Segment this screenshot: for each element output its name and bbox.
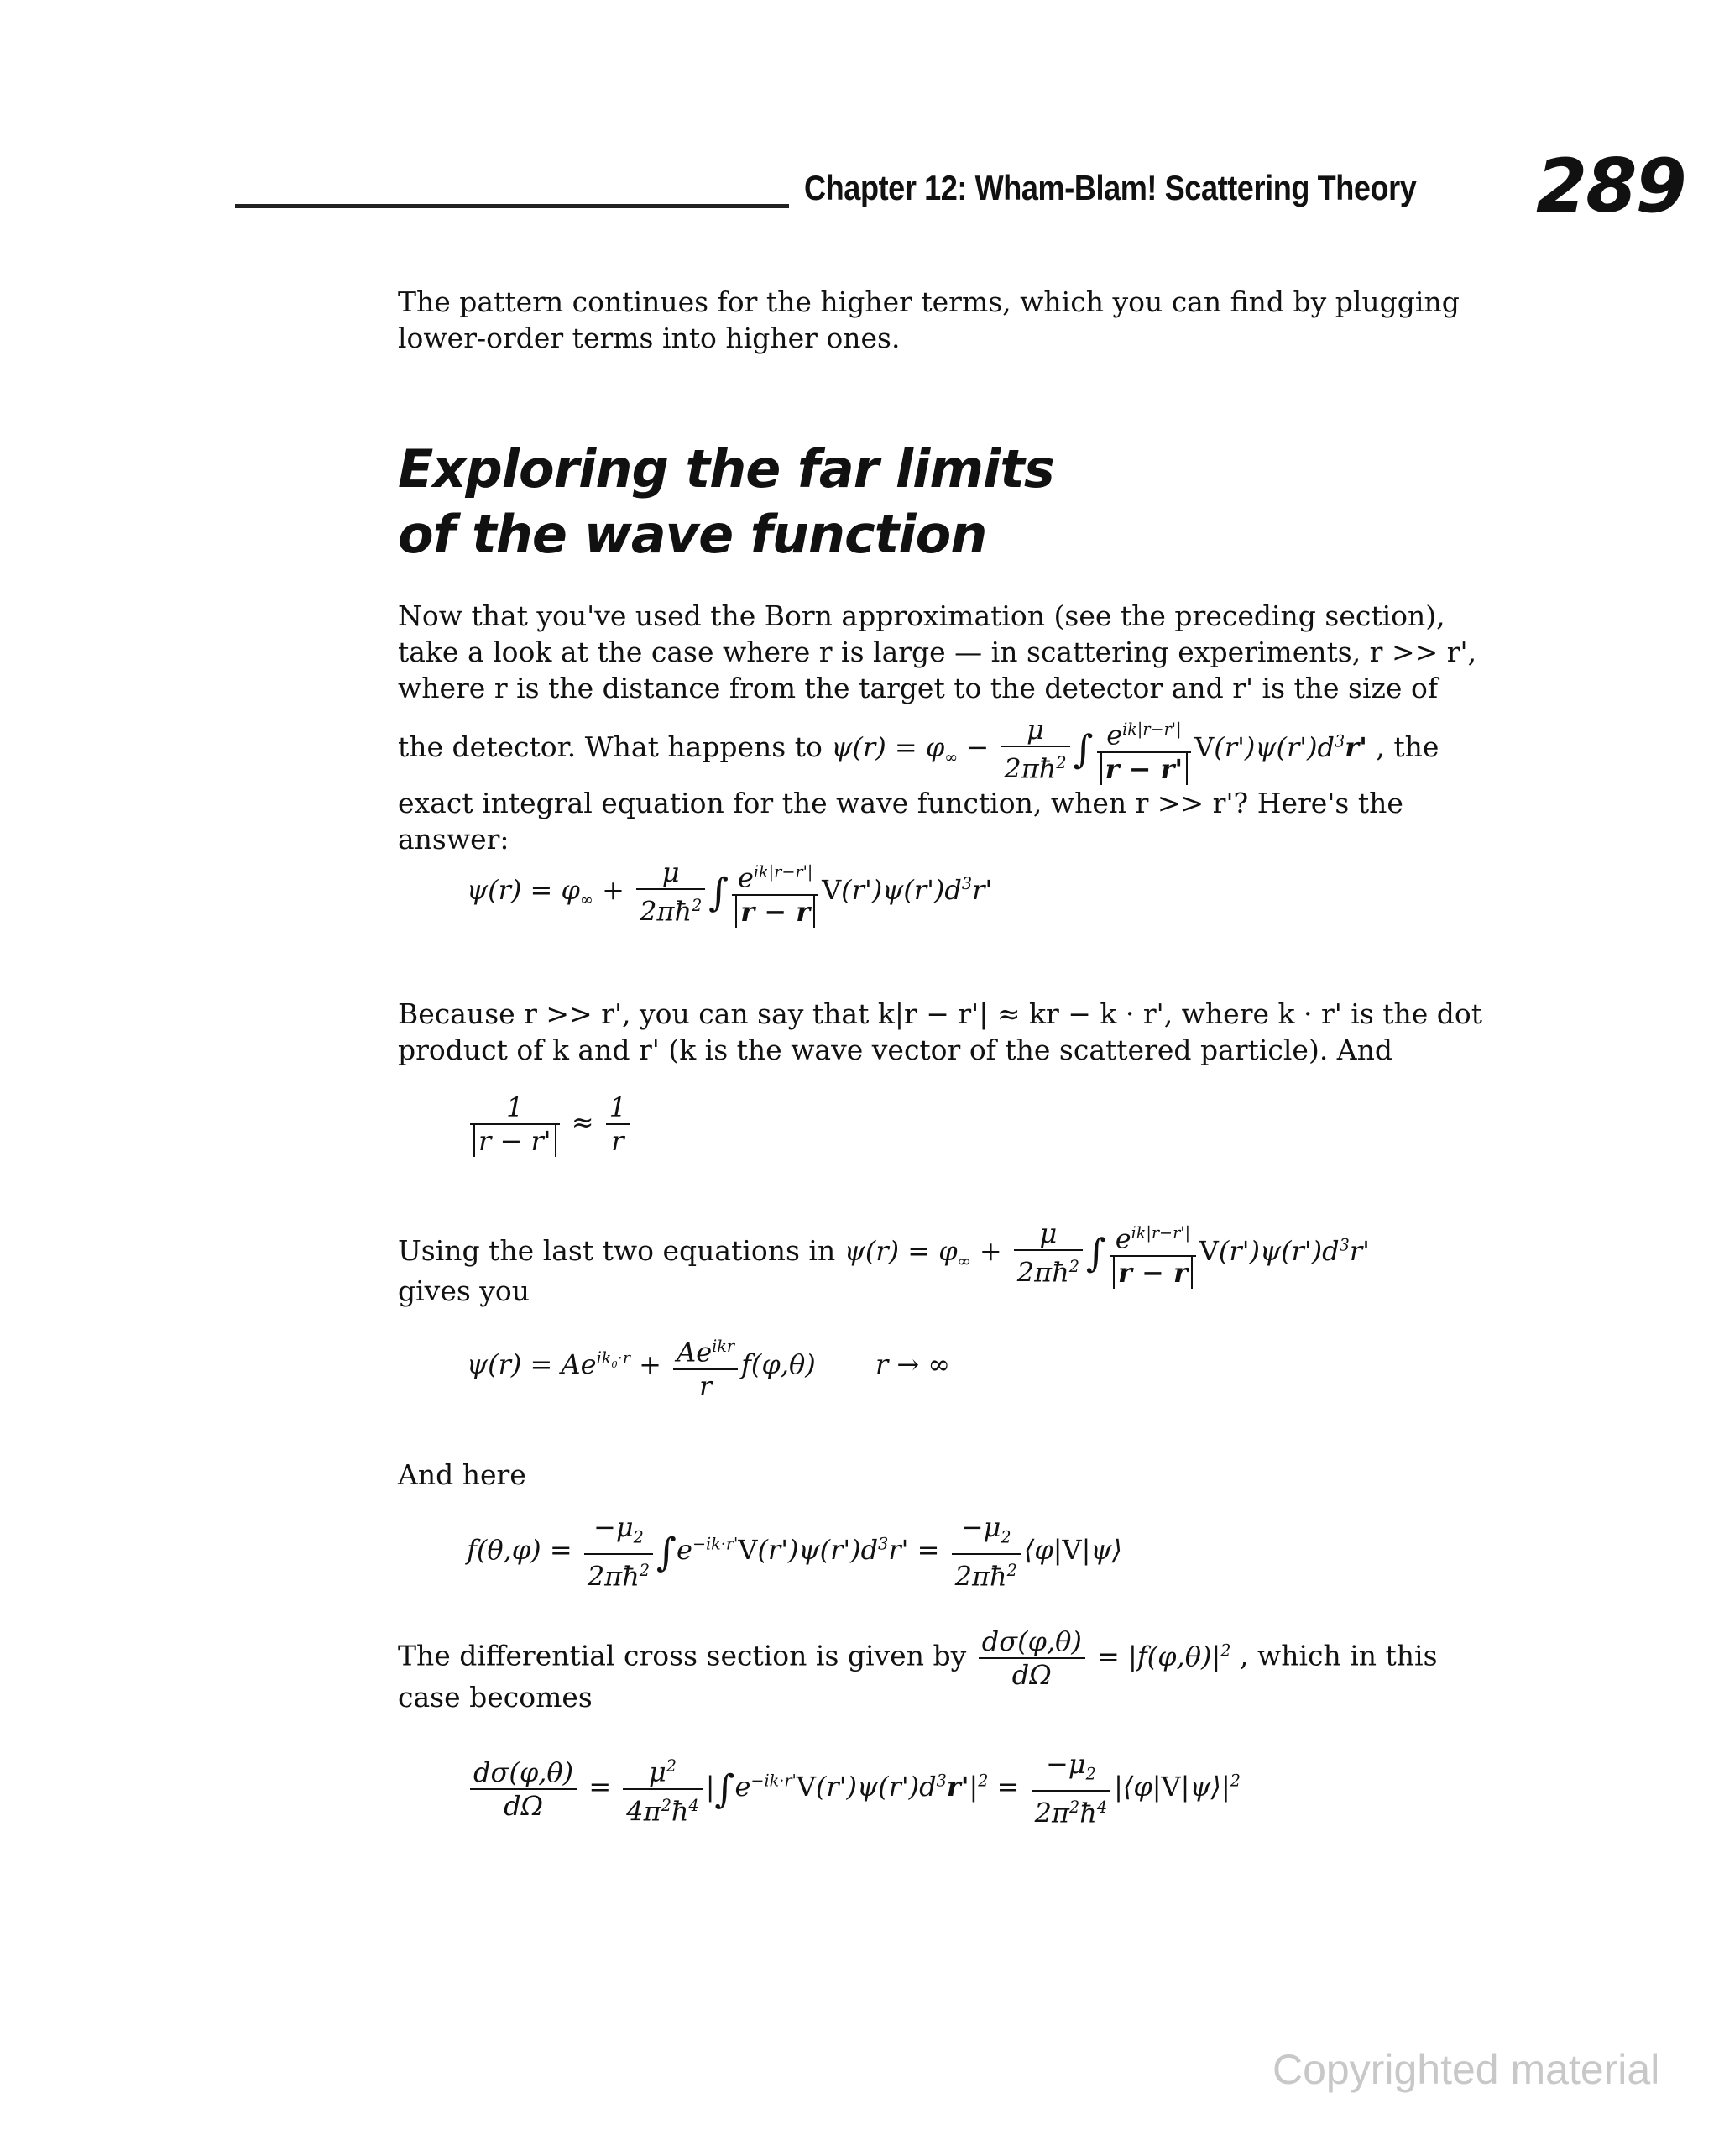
section-title-line2: of the wave function [398, 504, 987, 565]
intro-paragraph: The pattern continues for the higher terms, which you can find by plugging lower-order terms into higher ones. [398, 285, 1460, 354]
paragraph-1-line4-post: , the [1376, 730, 1439, 763]
equation-cross-section: $\frac{d\sigma(\varphi,\theta)}{d\Omega}$ = $\frac{\mu^2}{4\pi^2ħ^4}$ $|\int e^{-ik\cdot r'}V(r')\psi(r')d^3r'|^2$ = $\frac{-\mu_2}{2\pi^2ħ^4}$ $|⟨\varphi|V|\psi⟩|^2$ [467, 1748, 1241, 1829]
header-rule [235, 204, 789, 208]
paragraph-2-line2: product of k and r' (k is the wave vector of the scattered particle). And [398, 1034, 1393, 1066]
paragraph-3-line2: gives you [398, 1274, 530, 1307]
paragraph-3-line1: Using the last two equations in [398, 1233, 836, 1267]
equation-scattering-amplitude: f(θ,φ) = $\frac{-\mu_2}{2\pi ħ^2}$ $\int e^{-ik\cdot r'}V(r')\psi(r')d^3r'$ = $\frac{-\mu_2}{2\pi ħ^2}$ ⟨φ|V|ψ⟩ [467, 1511, 1122, 1593]
paragraph-1-line4 [398, 714, 1506, 785]
paragraph-5-line1-pre: The differential cross section is given by [398, 1639, 967, 1672]
paragraph-2 [398, 996, 1506, 1068]
paragraph-5-line2: case becomes [398, 1681, 593, 1714]
inline-integral-equation-2: $\psi(r) = \varphi_\infty$ + $\frac{\mu}{2\pi ħ^2}$ ∫ $\frac{e^{ik|r-r'|}}{r - r}$ $V(r')\psi(r')d^3r'$ [844, 1217, 1370, 1289]
page-number: 289 [1536, 143, 1685, 229]
inline-integral-equation: $\psi(r) = \varphi_\infty$ − $\frac{\mu}{2\pi ħ^2}$ ∫ $\frac{e^{ik|r-r'|}}{r - r'}$ $V(r')\psi(r')d^3r'$ [831, 714, 1367, 785]
equation-approx: $\frac{1}{r - r'}$ ≈ $\frac{1}{r}$ [467, 1091, 633, 1157]
section-title-line1: Exploring the far limits [398, 438, 1054, 500]
paragraph-1 [398, 598, 1506, 706]
paragraph-2-line1: Because r >> r', you can say that k|r − r'| ≈ kr − k · r', where k · r' is the dot [398, 997, 1483, 1030]
equation-asymptotic: $\psi(r) = Ae^{ik_0\cdot r}$ + $\frac{Ae^{ikr}}{r}$ f(φ,θ) r → ∞ [467, 1331, 950, 1402]
inline-cross-section: $\frac{d\sigma(\varphi,\theta)}{d\Omega}$ = $|f(\varphi,\theta)|^2$ [975, 1641, 1231, 1672]
paragraph-1-line1: Now that you've used the Born approximation (see the preceding section), [398, 599, 1445, 632]
section-title [398, 437, 1054, 568]
paragraph-1-line3: where r is the distance from the target to the detector and r' is the size of [398, 672, 1439, 704]
running-header: Chapter 12: Wham-Blam! Scattering Theory [804, 168, 1417, 207]
paragraph-1-line4-pre: the detector. What happens to [398, 730, 823, 763]
paragraph-4: And here [398, 1458, 526, 1491]
paragraph-1-line2: take a look at the case where r is large — in scattering experiments, r >> r', [398, 636, 1477, 668]
paragraph-5-line1-post: , which in this [1239, 1639, 1438, 1672]
equation-integral: $\psi(r) = \varphi_\infty$ + $\frac{\mu}{2\pi ħ^2}$ ∫ $\frac{e^{ik|r-r'|}}{r - r}$ $V(r')\psi(r')d^3r'$ [467, 856, 993, 928]
watermark: Copyrighted material [1272, 2046, 1660, 2093]
paragraph-1-line5: exact integral equation for the wave function, when r >> r'? Here's the answer: [398, 787, 1403, 856]
